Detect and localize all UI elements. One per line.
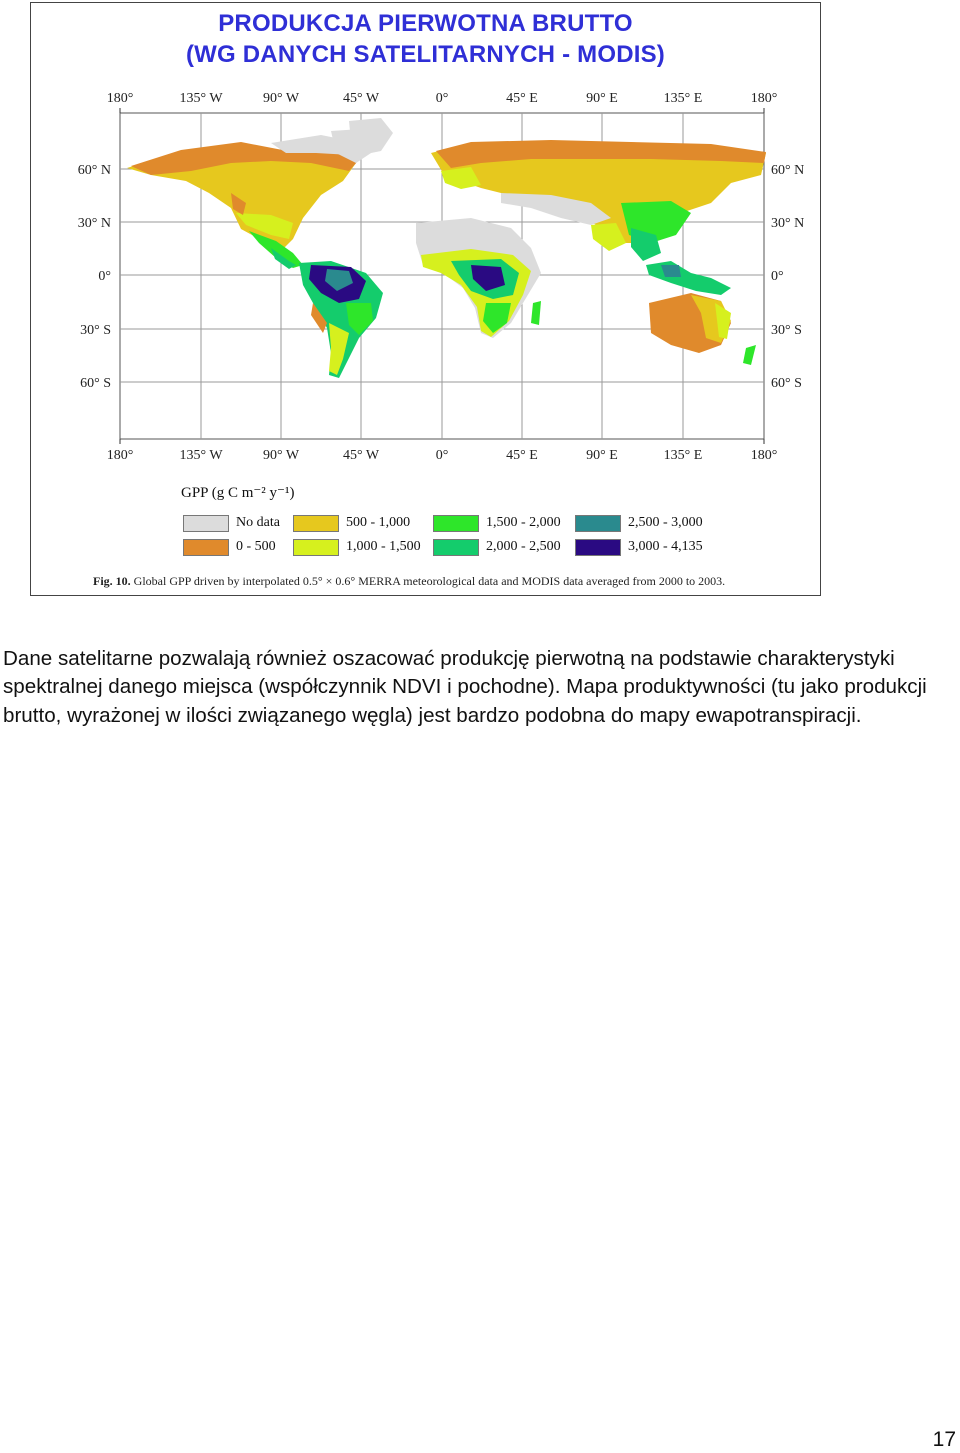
legend-item (575, 537, 703, 557)
caption-fig-number: Fig. 10. (93, 574, 131, 588)
lon-label: 90° E (586, 91, 618, 106)
lon-label: 135° W (179, 448, 223, 463)
legend-swatch (293, 515, 339, 532)
caption-text: Global GPP driven by interpolated 0.5° × 0.6° MERRA meteorological data and MODIS data averaged from 2000 to 2003. (130, 574, 726, 588)
lon-label: 45° E (506, 448, 538, 463)
south-america (299, 261, 383, 378)
lon-label: 45° W (342, 448, 380, 463)
legend-item (183, 537, 276, 557)
gpp-world-map (31, 3, 820, 595)
lat-label: 0° (771, 269, 784, 284)
north-america (127, 129, 371, 269)
legend-title: GPP (g C m⁻² y⁻¹) (181, 485, 295, 501)
slide-title-line-2: (WG DANYCH SATELITARNYCH - MODIS) (185, 41, 665, 68)
legend-label: 2,000 - 2,500 (486, 539, 561, 554)
lon-label: 180° (106, 448, 134, 463)
legend-item (575, 513, 703, 533)
legend-swatch (183, 539, 229, 556)
legend-item (433, 537, 561, 557)
lon-label: 45° E (506, 91, 538, 106)
lat-label: 30° N (771, 216, 805, 231)
lat-label: 60° S (80, 376, 111, 391)
lon-label: 45° W (342, 91, 380, 106)
page-number: 17 (932, 1428, 956, 1451)
legend-label: 1,000 - 1,500 (346, 539, 421, 554)
lat-label: 30° S (80, 323, 111, 338)
legend-item (293, 513, 410, 533)
legend-item (293, 537, 421, 557)
lon-label: 180° (750, 448, 778, 463)
legend-item (183, 513, 280, 533)
australia (649, 293, 731, 353)
legend-swatch (293, 539, 339, 556)
legend-label: 3,000 - 4,135 (628, 539, 703, 554)
lat-label: 30° S (771, 323, 802, 338)
legend-label: 1,500 - 2,000 (486, 515, 561, 530)
legend-item (433, 513, 561, 533)
slide-frame (30, 2, 821, 596)
legend-swatch (433, 515, 479, 532)
lon-label: 90° W (262, 91, 300, 106)
madagascar (531, 301, 541, 325)
lat-labels-right (771, 163, 804, 391)
legend-label: 0 - 500 (236, 539, 276, 554)
lat-label: 0° (98, 269, 111, 284)
body-paragraph: Dane satelitarne pozwalają również oszacować produkcję pierwotną na podstawie charakterystyki spektralnej danego miejsca (współczynnik NDVI i pochodne). Mapa produktywności (tu jako produkcji brutto, wyrażonej w ilości związanego węgla) jest bardzo podobna do mapy ewapotranspiracji. (3, 647, 927, 727)
lat-label: 60° N (77, 163, 111, 178)
lat-label: 60° N (771, 163, 805, 178)
lon-label: 90° E (586, 448, 618, 463)
lon-label: 135° E (663, 448, 703, 463)
lat-label: 30° N (77, 216, 111, 231)
lon-labels-top (107, 91, 778, 106)
legend-label: 2,500 - 3,000 (628, 515, 703, 530)
lon-labels-bottom (107, 448, 778, 463)
legend-swatch (183, 515, 229, 532)
lon-label: 180° (750, 91, 778, 106)
legend-label: No data (236, 515, 280, 530)
legend-label: 500 - 1,000 (346, 515, 411, 530)
legend-swatch (575, 515, 621, 532)
lat-labels-left (78, 163, 111, 391)
figure-caption (93, 574, 725, 589)
lon-label: 0° (435, 448, 449, 463)
lon-label: 135° W (179, 91, 223, 106)
lat-label: 60° S (771, 376, 802, 391)
lon-label: 0° (435, 91, 449, 106)
lon-label: 90° W (262, 448, 300, 463)
slide-title-line-1: PRODUKCJA PIERWOTNA BRUTTO (218, 10, 633, 37)
legend-swatch (433, 539, 479, 556)
new-zealand (743, 345, 756, 365)
legend-swatch (575, 539, 621, 556)
lon-label: 135° E (663, 91, 703, 106)
lon-label: 180° (106, 91, 134, 106)
southeast-asia-islands (646, 261, 731, 295)
